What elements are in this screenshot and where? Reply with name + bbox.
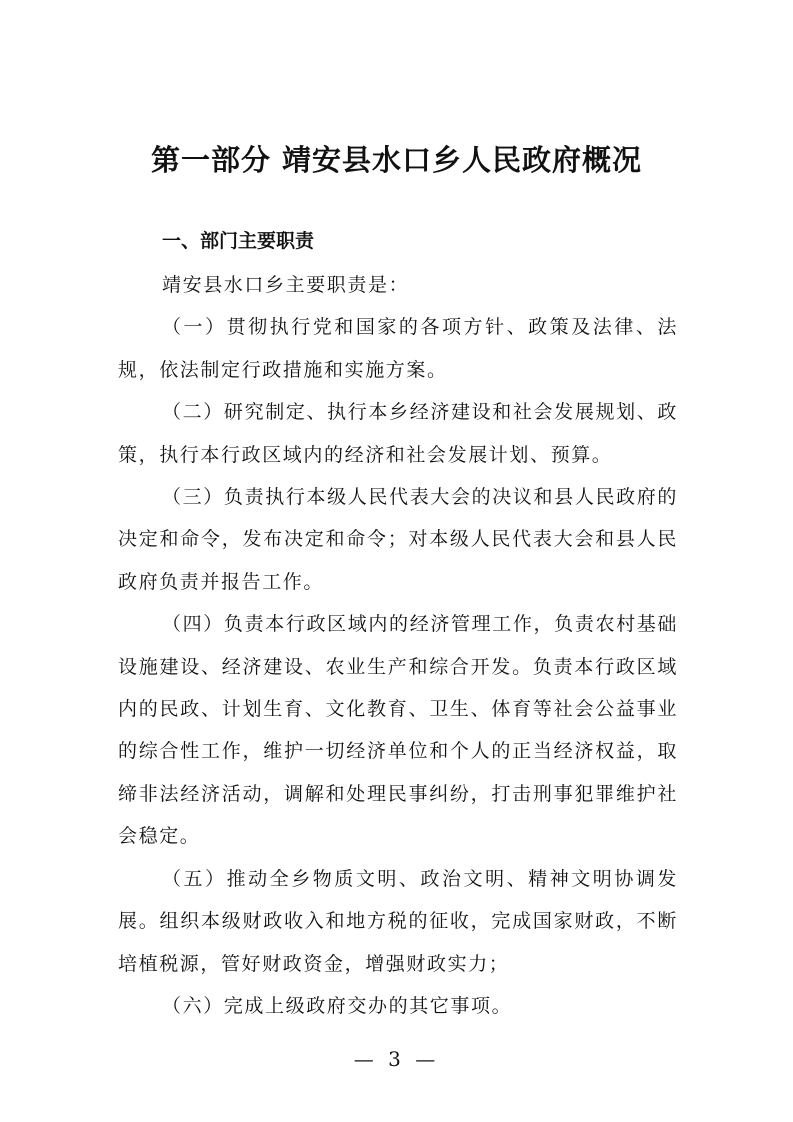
paragraph-duty-5: （五）推动全乡物质文明、政治文明、精神文明协调发展。组织本级财政收入和地方税的征收，完成国家财政，不断培植税源，管好财政资金，增强财政实力； (118, 867, 678, 975)
paragraph-duty-1: （一）贯彻执行党和国家的各项方针、政策及法律、法规，依法制定行政措施和实施方案。 (118, 316, 678, 381)
page-number: — 3 — (353, 1047, 440, 1071)
paragraph-duty-3: （三）负责执行本级人民代表大会的决议和县人民政府的决定和命令，发布决定和命令；对本级人民代表大会和县人民政府负责并报告工作。 (118, 486, 678, 593)
paragraph-duty-2: （二）研究制定、执行本乡经济建设和社会发展规划、政策，执行本行政区域内的经济和社会发展计划、预算。 (118, 401, 678, 466)
body-text (118, 264, 678, 1027)
paragraph-duty-4: （四）负责本行政区域内的经济管理工作，负责农村基础设施建设、经济建设、农业生产和综合开发。负责本行政区域内的民政、计划生育、文化教育、卫生、体育等社会公益事业的综合性工作，维护一切经济单位和个人的正当经济权益，取缔非法经济活动，调解和处理民事纠纷，打击刑事犯罪维护社会稳定。 (118, 613, 678, 848)
paragraph-duty-6: （六）完成上级政府交办的其它事项。 (162, 994, 513, 1017)
section-heading: 一、部门主要职责 (162, 230, 315, 252)
page-title: 第一部分 靖安县水口乡人民政府概况 (150, 143, 643, 177)
paragraph-intro: 靖安县水口乡主要职责是： (162, 274, 410, 296)
